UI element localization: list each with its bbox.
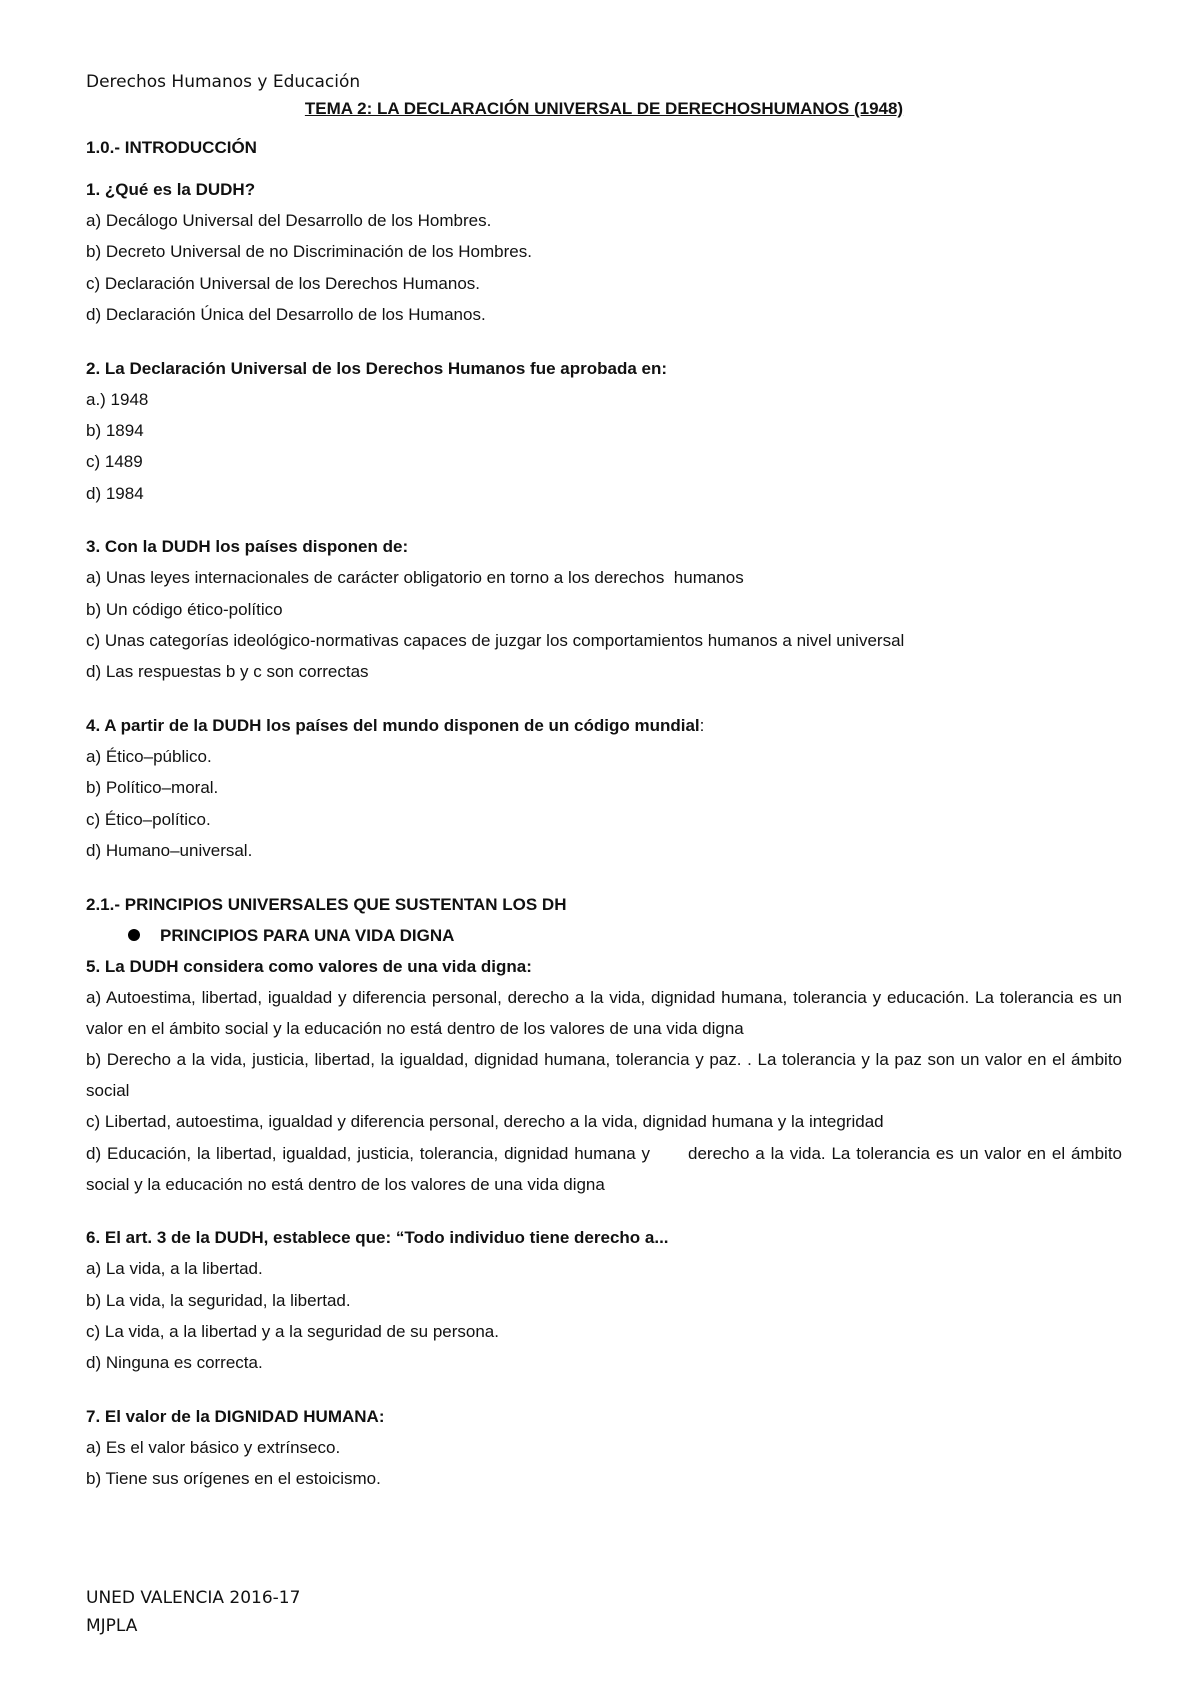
section-heading-introduction: 1.0.- INTRODUCCIÓN bbox=[86, 138, 257, 157]
option-d: d) Humano–universal. bbox=[86, 841, 253, 861]
option-a: a) Ético–público. bbox=[86, 746, 212, 766]
subsection-label: PRINCIPIOS PARA UNA VIDA DIGNA bbox=[160, 925, 455, 945]
option-c: c) Ético–político. bbox=[86, 809, 211, 829]
option-a: a) La vida, a la libertad. bbox=[86, 1259, 263, 1279]
option-d: d) Declaración Única del Desarrollo de los Humanos. bbox=[86, 305, 486, 325]
course-header: Derechos Humanos y Educación bbox=[86, 72, 361, 92]
page-footer bbox=[86, 1584, 300, 1640]
section-heading-principles: 2.1.- PRINCIPIOS UNIVERSALES QUE SUSTENTAN LOS DH bbox=[86, 894, 567, 914]
option-c: c) Declaración Universal de los Derechos Humanos. bbox=[86, 273, 480, 293]
question-text-suffix: : bbox=[699, 715, 705, 735]
option-c: c) Unas categorías ideológico-normativas capaces de juzgar los comportamientos humanos a nivel universal bbox=[86, 631, 905, 651]
subsection-heading bbox=[128, 920, 1122, 951]
document-title: TEMA 2: LA DECLARACIÓN UNIVERSAL DE DERECHOSHUMANOS (1948) bbox=[304, 99, 904, 118]
option-b: b) 1894 bbox=[86, 421, 144, 441]
footer-line-2: MJPLA bbox=[86, 1616, 138, 1636]
option-d bbox=[86, 1138, 1122, 1200]
question-1 bbox=[86, 174, 1122, 331]
option-b: b) Decreto Universal de no Discriminación de los Hombres. bbox=[86, 242, 532, 262]
question-text-main: 4. A partir de la DUDH los países del mundo disponen de un código mundial bbox=[86, 715, 700, 735]
option-a: a) Autoestima, libertad, igualdad y diferencia personal, derecho a la vida, dignidad humana, tolerancia y educación. La tolerancia es un valor en el ámbito social y la educación no está dentro de los valores de una vida digna bbox=[86, 987, 1122, 1038]
option-a: a) Es el valor básico y extrínseco. bbox=[86, 1437, 341, 1457]
question-text: 3. Con la DUDH los países disponen de: bbox=[86, 537, 409, 557]
question-3 bbox=[86, 531, 1122, 688]
question-7 bbox=[86, 1401, 1122, 1495]
question-6 bbox=[86, 1222, 1122, 1379]
option-b: b) Político–moral. bbox=[86, 778, 219, 798]
question-text: 1. ¿Qué es la DUDH? bbox=[86, 180, 256, 199]
option-d: d) Ninguna es correcta. bbox=[86, 1353, 263, 1373]
option-a: a) Unas leyes internacionales de carácter obligatorio en torno a los derechos humanos bbox=[86, 568, 744, 588]
option-b: b) Un código ético-político bbox=[86, 599, 283, 619]
document-body bbox=[86, 96, 1122, 1517]
option-c: c) Libertad, autoestima, igualdad y diferencia personal, derecho a la vida, dignidad humana y la integridad bbox=[86, 1112, 884, 1132]
option-d-part2: derecho a la vida. La tolerancia es un valor en el ámbito social y la educación no está dentro de los valores de una vida digna bbox=[86, 1143, 1122, 1194]
option-d: d) Las respuestas b y c son correctas bbox=[86, 662, 369, 682]
question-text: 7. El valor de la DIGNIDAD HUMANA: bbox=[86, 1406, 385, 1426]
question-text: 6. El art. 3 de la DUDH, establece que: “Todo individuo tiene derecho a... bbox=[86, 1228, 669, 1248]
question-text bbox=[86, 710, 1122, 741]
option-d: d) 1984 bbox=[86, 483, 144, 503]
option-b: b) La vida, la seguridad, la libertad. bbox=[86, 1290, 351, 1310]
option-b: b) Derecho a la vida, justicia, libertad, la igualdad, dignidad humana, tolerancia y paz. . La tolerancia y la paz son un valor en el ámbito social bbox=[86, 1049, 1122, 1101]
footer-line-1: UNED VALENCIA 2016-17 bbox=[86, 1588, 301, 1608]
option-c: c) 1489 bbox=[86, 452, 143, 472]
option-c: c) La vida, a la libertad y a la seguridad de su persona. bbox=[86, 1321, 499, 1341]
question-5 bbox=[86, 951, 1122, 1201]
bullet-icon bbox=[128, 929, 140, 941]
question-2 bbox=[86, 353, 1122, 510]
option-a: a.) 1948 bbox=[86, 389, 149, 409]
option-a: a) Decálogo Universal del Desarrollo de los Hombres. bbox=[86, 211, 492, 230]
option-b: b) Tiene sus orígenes en el estoicismo. bbox=[86, 1469, 381, 1489]
option-d-part1: d) Educación, la libertad, igualdad, justicia, tolerancia, dignidad humana y bbox=[86, 1143, 651, 1163]
question-text: 5. La DUDH considera como valores de una vida digna: bbox=[86, 956, 532, 976]
question-4 bbox=[86, 710, 1122, 867]
question-text: 2. La Declaración Universal de los Derechos Humanos fue aprobada en: bbox=[86, 358, 668, 378]
